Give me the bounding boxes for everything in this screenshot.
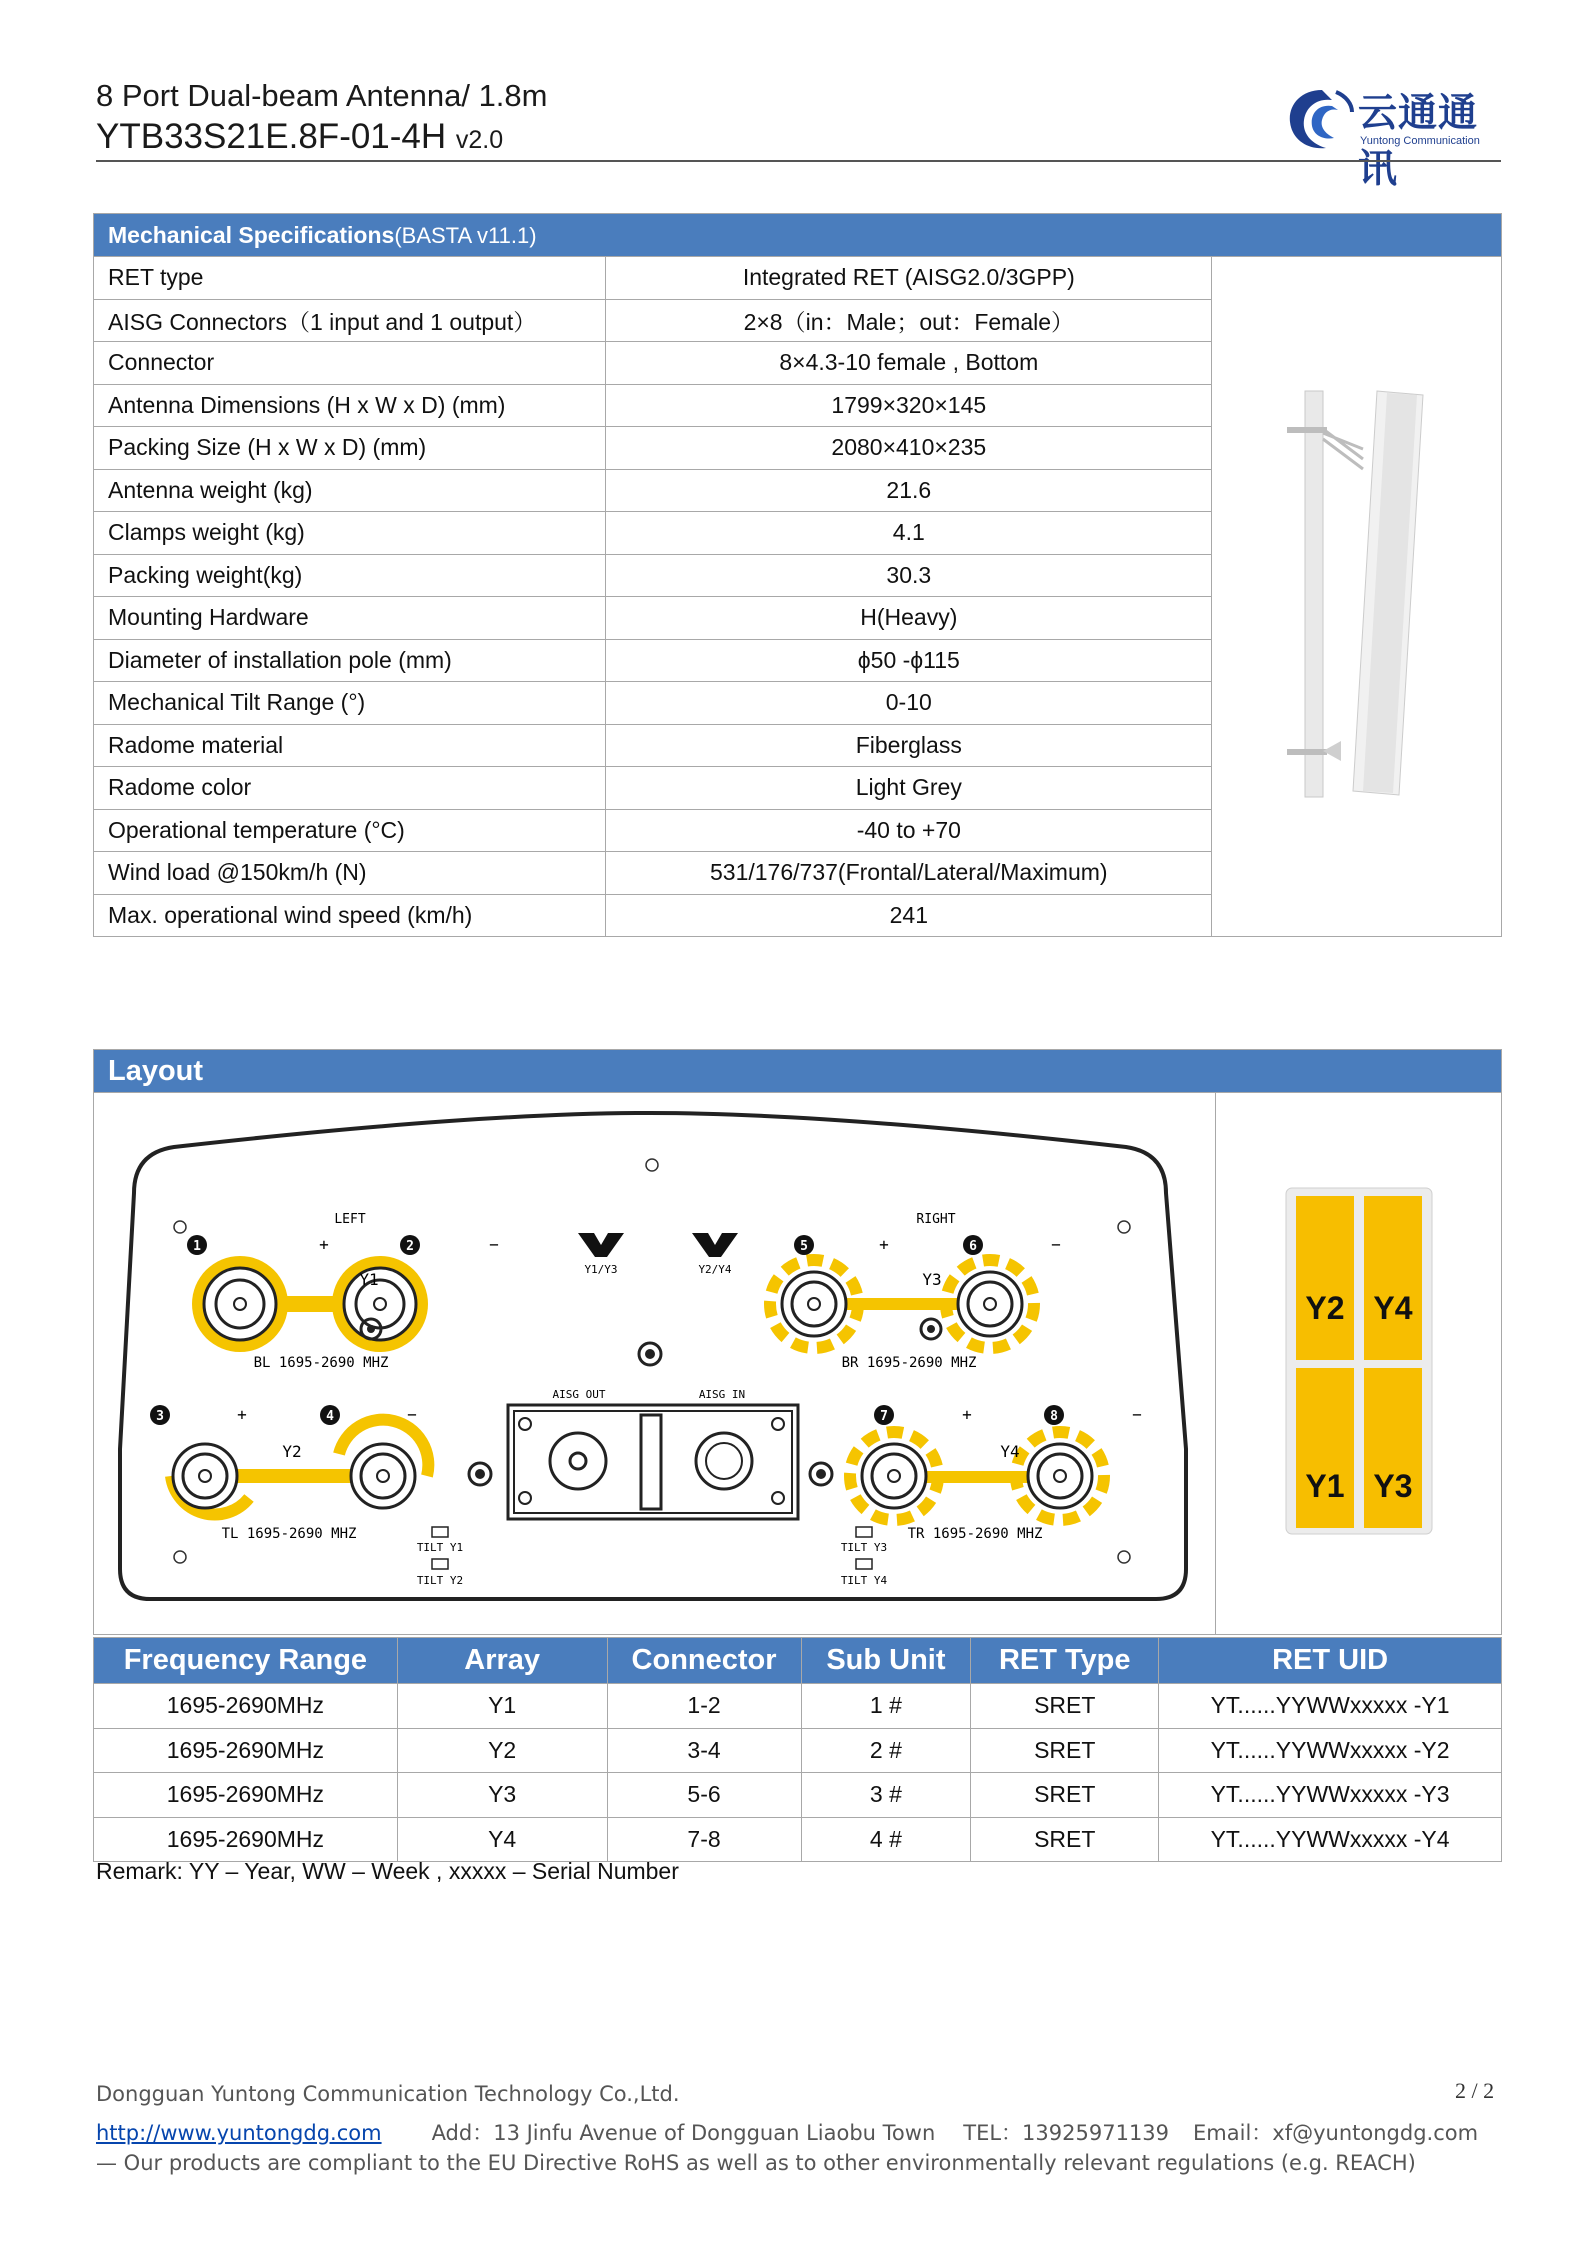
spec-value: 30.3 [606,554,1212,597]
layout-title: Layout [94,1050,1502,1093]
port-number: 8 [1050,1409,1058,1424]
tilt-indicator-label: Y2/Y4 [698,1263,732,1276]
port-layout-drawing-cell [94,1093,1216,1635]
footer-compliance: — Our products are compliant to the EU Directive RoHS as well as to other environmentally relevant regulations (e.g. REACH) [96,2151,1416,2175]
band-label: TR 1695-2690 MHZ [907,1526,1043,1542]
port-number: 3 [156,1409,164,1424]
aisg-block [508,1405,798,1519]
port-number: 4 [326,1409,334,1424]
port-polarity: − [1051,1235,1061,1254]
port-number: 6 [969,1239,977,1254]
ret-remark: Remark: YY – Year, WW – Week , xxxxx – Serial Number [96,1858,679,1884]
spec-label: Antenna weight (kg) [94,469,606,512]
logo-swirl-icon [1286,82,1358,156]
footer-address: Add：13 Jinfu Avenue of Dongguan Liaobu Town [431,2121,936,2145]
table-cell: 1 # [801,1684,971,1729]
table-cell: YT......YYWWxxxxx -Y1 [1159,1684,1502,1729]
logo-chinese-text: 云通通讯 [1358,91,1479,192]
table-cell: YT......YYWWxxxxx -Y4 [1159,1817,1502,1862]
spec-label: AISG Connectors（1 input and 1 output） [94,299,606,342]
spec-value: -40 to +70 [606,809,1212,852]
left-label: LEFT [334,1212,366,1227]
company-logo [1286,82,1506,192]
spec-label: Max. operational wind speed (km/h) [94,894,606,937]
column-header: Array [397,1638,607,1684]
table-row [94,1773,1502,1818]
page-number: 2 / 2 [1455,2078,1495,2103]
spec-label: Clamps weight (kg) [94,512,606,555]
table-cell: Y1 [397,1684,607,1729]
spec-label: Mechanical Tilt Range (°) [94,682,606,725]
antenna-image-cell [1212,257,1502,937]
mechanical-spec-table [93,213,1502,937]
legend-label: Y2 [1304,1290,1345,1326]
spec-value: Fiberglass [606,724,1212,767]
table-cell: 2 # [801,1728,971,1773]
port-polarity: − [407,1405,417,1424]
footer-tel: TEL：13925971139 [963,2121,1170,2145]
array-label: Y4 [1000,1442,1020,1461]
spec-label: Connector [94,342,606,385]
table-cell: 7-8 [607,1817,801,1862]
ret-table [93,1637,1502,1862]
aisg-out-label: AISG OUT [552,1388,606,1401]
table-cell: SRET [971,1773,1159,1818]
port-polarity: + [237,1405,247,1424]
spec-label: Radome material [94,724,606,767]
port-polarity: − [489,1235,499,1254]
port-polarity: − [1132,1405,1142,1424]
band-label: TL 1695-2690 MHZ [221,1526,357,1542]
port-layout-diagram [94,1093,1215,1634]
spec-value: 21.6 [606,469,1212,512]
table-cell: Y3 [397,1773,607,1818]
array-label-legend-cell [1216,1093,1502,1635]
table-cell: YT......YYWWxxxxx -Y2 [1159,1728,1502,1773]
port-number: 1 [193,1239,201,1254]
table-cell: Y2 [397,1728,607,1773]
model-code: YTB33S21E.8F-01-4H [96,117,447,156]
band-label: BR 1695-2690 MHZ [841,1355,977,1371]
product-title: 8 Port Dual-beam Antenna/ 1.8m [96,78,548,113]
spec-label: Wind load @150km/h (N) [94,852,606,895]
port-polarity: + [319,1235,329,1254]
spec-label: Mounting Hardware [94,597,606,640]
mech-spec-subtitle: (BASTA v11.1) [394,222,537,248]
port-number: 5 [800,1239,808,1254]
table-cell: SRET [971,1817,1159,1862]
spec-label: Packing Size (H x W x D) (mm) [94,427,606,470]
spec-value: 241 [606,894,1212,937]
model-number [96,117,503,157]
port-number: 7 [880,1409,888,1424]
tilt-window-label: TILT Y3 [840,1541,888,1554]
legend-label: Y4 [1372,1290,1413,1326]
tilt-window-label: TILT Y2 [416,1574,464,1587]
table-cell: SRET [971,1684,1159,1729]
version-label: v2.0 [455,126,504,154]
port-polarity: + [879,1235,889,1254]
mech-spec-header [94,214,1502,257]
band-label: BL 1695-2690 MHZ [253,1355,389,1371]
table-row [94,1684,1502,1729]
footer-contact [96,2117,1478,2147]
spec-label: Operational temperature (°C) [94,809,606,852]
aisg-in-label: AISG IN [698,1388,746,1401]
port-2 [332,1256,428,1352]
spec-value: H(Heavy) [606,597,1212,640]
spec-value: ϕ50 -ϕ115 [606,639,1212,682]
column-header: RET Type [971,1638,1159,1684]
logo-english-text: Yuntong Communication [1360,135,1480,147]
spec-value: 2×8（in：Male；out：Female） [606,299,1212,342]
spec-label: RET type [94,257,606,300]
spec-label: Radome color [94,767,606,810]
spec-value: Light Grey [606,767,1212,810]
tilt-indicator-label: Y1/Y3 [584,1263,618,1276]
table-cell: 1695-2690MHz [94,1684,398,1729]
table-cell: 1695-2690MHz [94,1728,398,1773]
array-label: Y2 [282,1442,302,1461]
port-number: 2 [406,1239,414,1254]
spec-value: 4.1 [606,512,1212,555]
table-cell: YT......YYWWxxxxx -Y3 [1159,1773,1502,1818]
column-header: Connector [607,1638,801,1684]
footer-company: Dongguan Yuntong Communication Technology Co.,Ltd. [96,2082,680,2106]
header-divider [96,160,1501,162]
table-cell: Y4 [397,1817,607,1862]
legend-label: Y3 [1372,1468,1413,1504]
spec-value: 8×4.3-10 female , Bottom [606,342,1212,385]
array-label-legend [1284,1186,1434,1536]
spec-value: 2080×410×235 [606,427,1212,470]
legend-label: Y1 [1304,1468,1345,1504]
port-polarity: + [962,1405,972,1424]
tilt-window-label: TILT Y4 [840,1574,888,1587]
tilt-window-label: TILT Y1 [416,1541,464,1554]
footer-email: Email：xf@yuntongdg.com [1193,2121,1479,2145]
spec-value: 1799×320×145 [606,384,1212,427]
website-link[interactable]: http://www.yuntongdg.com [96,2121,382,2145]
ret-header-row [94,1638,1502,1684]
spec-label: Diameter of installation pole (mm) [94,639,606,682]
table-cell: 5-6 [607,1773,801,1818]
spec-label: Antenna Dimensions (H x W x D) (mm) [94,384,606,427]
table-cell: 1-2 [607,1684,801,1729]
antenna-photo [1267,389,1447,799]
table-cell: 3 # [801,1773,971,1818]
array-label: Y3 [922,1270,942,1289]
table-cell: 3-4 [607,1728,801,1773]
table-row [94,257,1502,300]
table-row [94,1817,1502,1862]
right-label: RIGHT [916,1212,956,1227]
table-cell: SRET [971,1728,1159,1773]
column-header: RET UID [1159,1638,1502,1684]
column-header: Sub Unit [801,1638,971,1684]
table-cell: 1695-2690MHz [94,1817,398,1862]
port-1 [192,1256,288,1352]
table-cell: 1695-2690MHz [94,1773,398,1818]
array-label: Y1 [359,1270,379,1289]
spec-label: Packing weight(kg) [94,554,606,597]
column-header: Frequency Range [94,1638,398,1684]
spec-value: Integrated RET (AISG2.0/3GPP) [606,257,1212,300]
table-cell: 4 # [801,1817,971,1862]
layout-table [93,1049,1502,1635]
table-row [94,1728,1502,1773]
spec-value: 0-10 [606,682,1212,725]
spec-value: 531/176/737(Frontal/Lateral/Maximum) [606,852,1212,895]
mech-spec-title: Mechanical Specifications [108,221,395,248]
